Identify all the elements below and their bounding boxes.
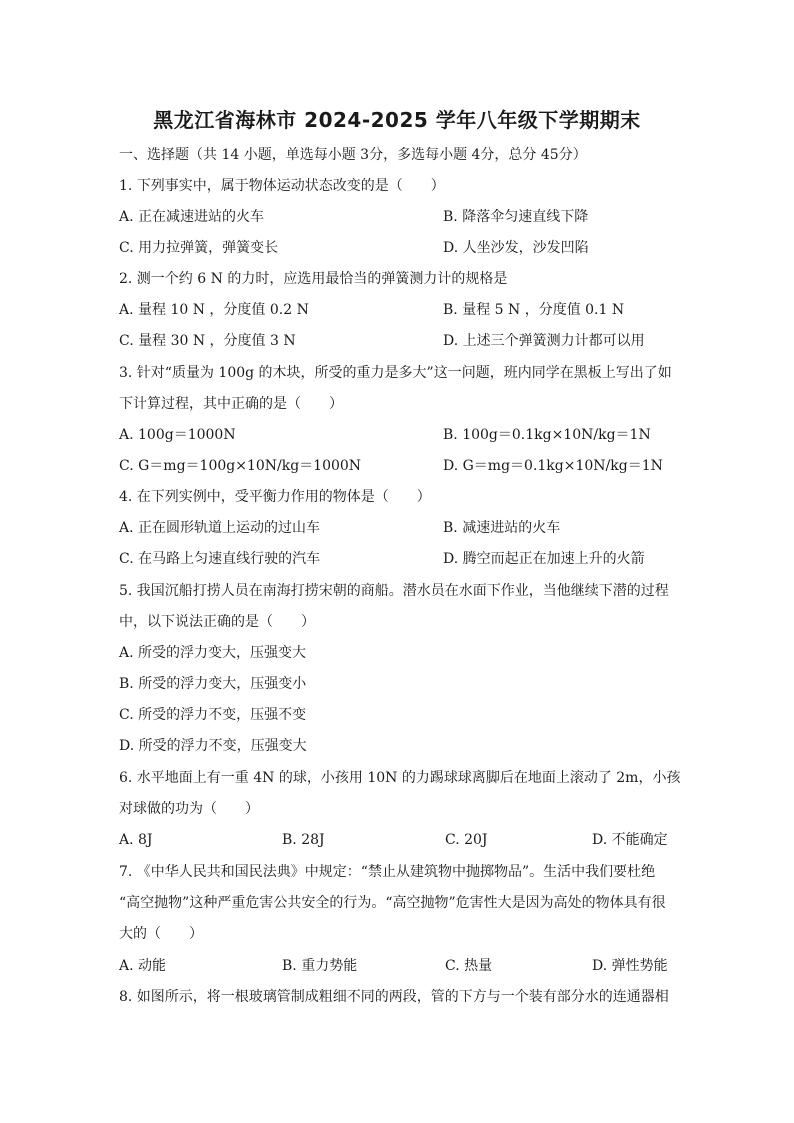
question-7-option-d: D. 弹性势能 bbox=[592, 958, 668, 974]
question-4-option-a: A. 正在圆形轨道上运动的过山车 bbox=[119, 520, 321, 536]
question-5-stem-line-2: 中，以下说法正确的是（ ） bbox=[119, 614, 315, 630]
question-5-stem-line-1: 5. 我国沉船打捞人员在南海打捞宋朝的商船。潜水员在水面下作业，当他继续下潜的过程 bbox=[119, 583, 669, 599]
question-3-option-a: A. 100g＝1000N bbox=[119, 427, 236, 443]
question-8-stem-line-1: 8. 如图所示，将一根玻璃管制成粗细不同的两段，管的下方与一个装有部分水的连通器相 bbox=[119, 989, 669, 1005]
page-title: 黑龙江省海林市 2024-2025 学年八年级下学期期末 bbox=[153, 108, 641, 132]
question-6-option-d: D. 不能确定 bbox=[592, 832, 668, 848]
question-5-option-d: D. 所受的浮力不变，压强变大 bbox=[119, 738, 307, 754]
question-7-option-c: C. 热量 bbox=[445, 958, 493, 974]
question-3-option-b: B. 100g＝0.1kg×10N/kg＝1N bbox=[443, 427, 651, 443]
question-3-stem-line-2: 下计算过程，其中正确的是（ ） bbox=[119, 396, 343, 412]
question-1-option-b: B. 降落伞匀速直线下降 bbox=[443, 209, 589, 225]
question-6-option-b: B. 28J bbox=[282, 832, 325, 848]
question-6-option-a: A. 8J bbox=[119, 832, 153, 848]
section-heading: 一、选择题（共 14 小题，单选每小题 3分，多选每小题 4分，总分 45分） bbox=[119, 147, 587, 163]
question-7-option-b: B. 重力势能 bbox=[282, 958, 358, 974]
question-2-option-d: D. 上述三个弹簧测力计都可以用 bbox=[443, 333, 645, 349]
question-4-option-d: D. 腾空而起正在加速上升的火箭 bbox=[443, 551, 645, 567]
question-3-option-c: C. G＝mg＝100g×10N/kg＝1000N bbox=[119, 458, 362, 474]
question-2-option-b: B. 量程 5 N ，分度值 0.1 N bbox=[443, 302, 625, 318]
question-7-stem-line-3: 大的（ ） bbox=[119, 926, 203, 942]
question-7-stem-line-2: “高空抛物”这种严重危害公共安全的行为。“高空抛物”危害性大是因为高处的物体具有很 bbox=[119, 895, 666, 911]
question-6-stem-line-1: 6. 水平地面上有一重 4N 的球，小孩用 10N 的力踢球球离脚后在地面上滚动了 2m，小孩 bbox=[119, 770, 681, 786]
question-3-option-d: D. G＝mg＝0.1kg×10N/kg＝1N bbox=[443, 458, 663, 474]
question-1-option-a: A. 正在减速进站的火车 bbox=[119, 209, 265, 225]
question-3-stem-line-1: 3. 针对“质量为 100g 的木块，所受的重力是多大”这一问题，班内同学在黑板上写出了如 bbox=[119, 365, 672, 381]
question-1-stem: 1. 下列事实中，属于物体运动状态改变的是（ ） bbox=[119, 178, 445, 194]
question-7-stem-line-1: 7. 《中华人民共和国民法典》中规定：“禁止从建筑物中抛掷物品”。生活中我们要杜绝 bbox=[119, 864, 656, 880]
question-2-stem: 2. 测一个约 6 N 的力时，应选用最恰当的弹簧测力计的规格是 bbox=[119, 271, 508, 287]
question-2-option-c: C. 量程 30 N ，分度值 3 N bbox=[119, 333, 296, 349]
question-5-option-b: B. 所受的浮力变大，压强变小 bbox=[119, 676, 307, 692]
question-5-option-a: A. 所受的浮力变大，压强变大 bbox=[119, 645, 307, 661]
question-4-option-b: B. 减速进站的火车 bbox=[443, 520, 561, 536]
question-1-option-d: D. 人坐沙发，沙发凹陷 bbox=[443, 240, 589, 256]
question-4-stem: 4. 在下列实例中，受平衡力作用的物体是（ ） bbox=[119, 489, 431, 505]
question-2-option-a: A. 量程 10 N ，分度值 0.2 N bbox=[119, 302, 309, 318]
question-6-option-c: C. 20J bbox=[445, 832, 488, 848]
question-1-option-c: C. 用力拉弹簧，弹簧变长 bbox=[119, 240, 279, 256]
question-5-option-c: C. 所受的浮力不变，压强不变 bbox=[119, 707, 307, 723]
question-6-stem-line-2: 对球做的功为（ ） bbox=[119, 801, 259, 817]
question-7-option-a: A. 动能 bbox=[119, 958, 167, 974]
question-4-option-c: C. 在马路上匀速直线行驶的汽车 bbox=[119, 551, 321, 567]
